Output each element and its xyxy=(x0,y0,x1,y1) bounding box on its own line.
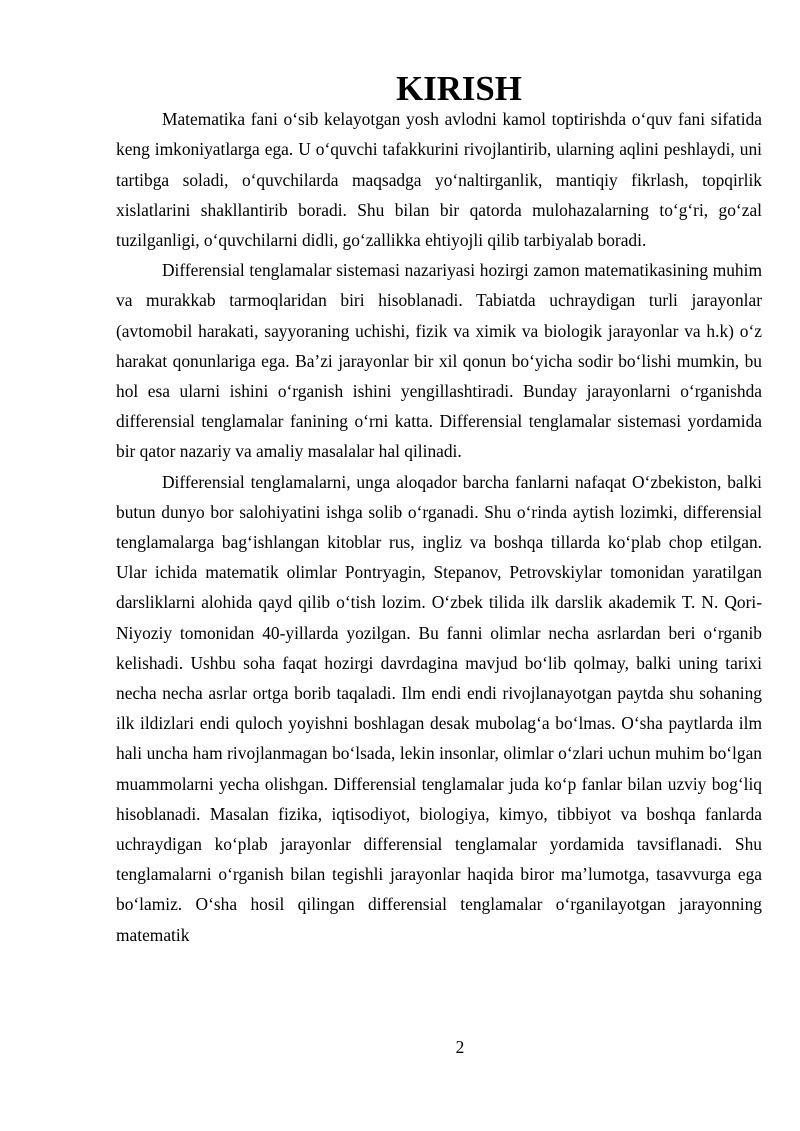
paragraph-2: Differensial tenglamalar sistemasi nazariyasi hozirgi zamon matematikasining muhim va murakkab tarmoqlaridan biri hisoblanadi. Tabiatda uchraydigan turli jarayonlar (avtomobil harakati, sayyoraning uchishi, fizik va ximik va biologik jarayonlar va h.k) o‘z harakat qonunlariga ega. Ba’zi jarayonlar bir xil qonun bo‘yicha sodir bo‘lishi mumkin, bu hol esa ularni ishini o‘rganish ishini yengillashtiradi. Bunday jarayonlarni o‘rganishda differensial tenglamalar fanining o‘rni katta. Differensial tenglamalar sistemasi yordamida bir qator nazariy va amaliy masalalar hal qilinadi. xyxy=(116,260,762,462)
paragraph-3: Differensial tenglamalarni, unga aloqador barcha fanlarni nafaqat O‘zbekiston, balki butun dunyo bor salohiyatini ishga solib o‘rganadi. Shu o‘rinda aytish lozimki, differensial tenglamalarga bag‘ishlangan kitoblar rus, ingliz va boshqa tillarda ko‘plab chop etilgan. Ular ichida matematik olimlar Pontryagin, Stepanov, Petrovskiylar tomonidan yaratilgan darsliklarni alohida qayd qilib o‘tish lozim. O‘zbek tilida ilk darslik akademik T. N. Qori-Niyoziy tomonidan 40-yillarda yozilgan. Bu fanni olimlar necha asrlardan beri o‘rganib kelishadi. Ushbu soha faqat hozirgi davrdagina mavjud bo‘lib qolmay, balki uning tarixi necha necha asrlar ortga borib taqaladi. Ilm endi endi rivojlanayotgan paytda shu sohaning ilk ildizlari endi quloch yoyishni boshlagan desak mubolag‘a bo‘lmas. O‘sha paytlarda ilm hali uncha ham rivojlanmagan bo‘lsada, lekin insonlar, olimlar o‘zlari uchun muhim bo‘lgan muammolarni yecha olishgan. Differensial tenglamalar juda ko‘p fanlar bilan uzviy bog‘liq hisoblanadi. Masalan fizika, iqtisodiyot, biologiya, kimyo, tibbiyot va boshqa fanlarda uchraydigan ko‘plab jarayonlar differensial tenglamalar yordamida tavsiflanadi. Shu tenglamalarni o‘rganish bilan tegishli jarayonlar haqida biror ma’lumotga, tasavvurga ega bo‘lamiz. O‘sha hosil qilingan differensial tenglamalar o‘rganilayotgan jarayonning matematik xyxy=(116,471,762,945)
page-title: KIRISH xyxy=(396,69,522,108)
paragraph-1: Matematika fani o‘sib kelayotgan yosh avlodni kamol toptirishda o‘quv fani sifatida keng imkoniyatlarga ega. U o‘quvchi tafakkurini rivojlantirib, ularning aqlini peshlaydi, uni tartibga soladi, o‘quvchilarda maqsadga yo‘naltirganlik, mantiqiy fikrlash, topqirlik xislatlarini shakllantirib boradi. Shu bilan bir qatorda mulohazalarning to‘g‘ri, go‘zal tuzilganligi, o‘quvchilarni didli, go‘zallikka ehtiyojli qilib tarbiyalab boradi. xyxy=(116,109,762,251)
document-page xyxy=(116,69,762,950)
page-number: 2 xyxy=(455,1037,465,1057)
